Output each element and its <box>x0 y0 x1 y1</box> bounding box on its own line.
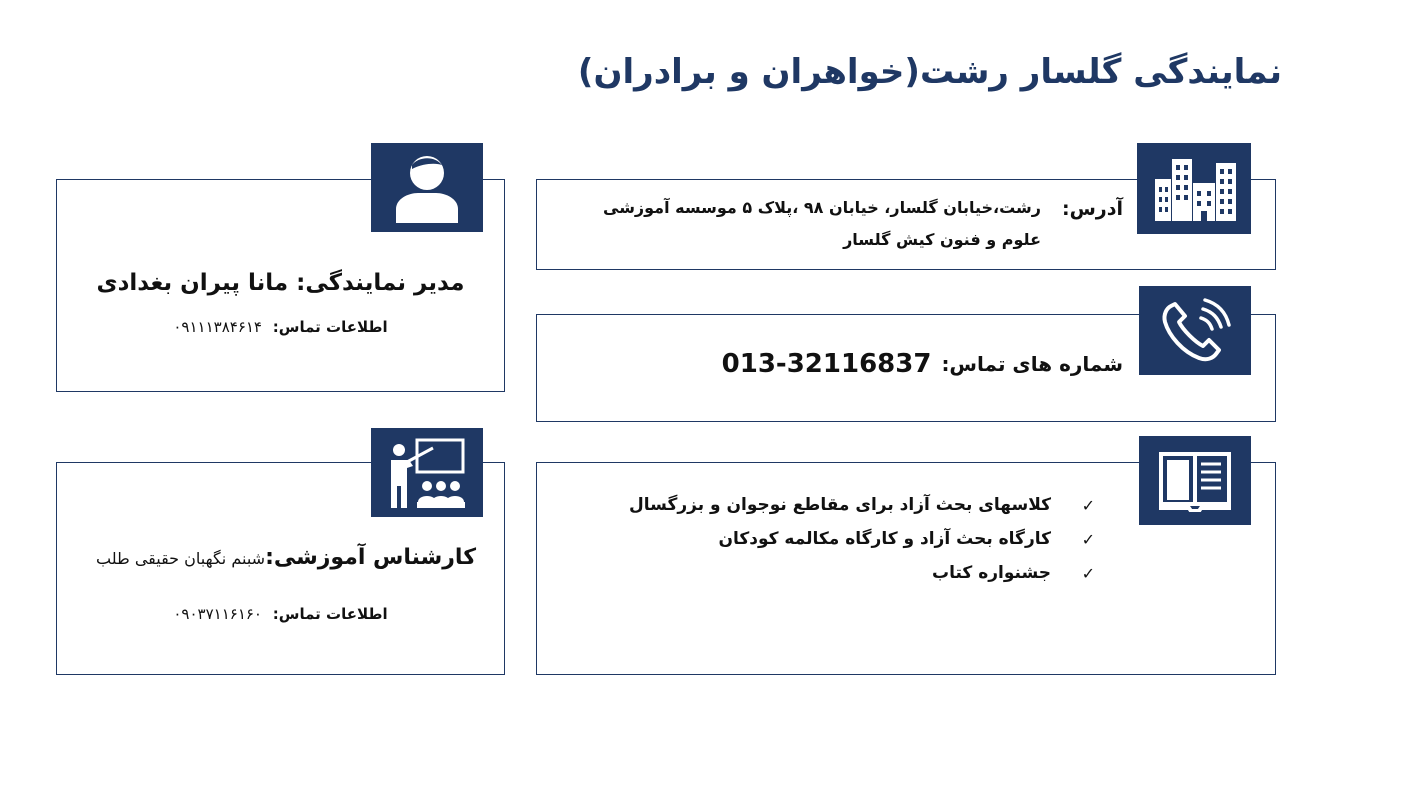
check-icon: ✓ <box>1081 529 1095 549</box>
phone-icon <box>1159 296 1231 366</box>
address-label: آدرس: <box>1061 198 1123 220</box>
expert-title-name: شبنم نگهبان حقیقی طلب <box>95 549 266 568</box>
manager-contact-value: ۰۹۱۱۱۳۸۴۶۱۴ <box>173 318 262 336</box>
check-icon: ✓ <box>1081 563 1095 583</box>
expert-title-label: کارشناس آموزشی: <box>265 545 476 570</box>
page-title: نمایندگی گلسار رشت(خواهران و برادران) <box>577 52 1282 92</box>
manager-title: مدیر نمایندگی: مانا پیران بغدادی <box>96 270 465 296</box>
phone-number: 013-32116837 <box>721 349 932 379</box>
expert-contact <box>57 605 504 623</box>
person-icon <box>394 153 460 223</box>
check-icon: ✓ <box>1081 495 1095 515</box>
phone-icon-box <box>1139 286 1251 375</box>
services-list <box>629 495 1095 597</box>
teacher-icon-box <box>371 428 483 517</box>
book-icon <box>1157 450 1233 512</box>
list-item <box>629 563 1095 583</box>
address-text <box>561 192 1041 256</box>
expert-title <box>57 545 476 570</box>
person-icon-box <box>371 143 483 232</box>
buildings-icon <box>1152 157 1236 221</box>
list-item <box>629 529 1095 549</box>
phone-label: شماره های تماس: <box>941 352 1123 376</box>
teacher-icon <box>387 436 467 510</box>
address-line-2: علوم و فنون کیش گلسار <box>843 230 1041 249</box>
phone-row <box>722 349 1123 379</box>
service-text: کارگاه بحث آزاد و کارگاه مکالمه کودکان <box>718 529 1051 549</box>
service-text: جشنواره کتاب <box>931 563 1051 583</box>
address-line-1: رشت،خیابان گلسار، خیابان ۹۸ ،پلاک ۵ موسسه آموزشی <box>603 198 1041 217</box>
manager-contact-label: اطلاعات تماس: <box>272 318 388 336</box>
book-icon-box <box>1139 436 1251 525</box>
manager-contact <box>57 318 504 336</box>
expert-contact-label: اطلاعات تماس: <box>272 605 388 623</box>
buildings-icon-box <box>1137 143 1251 234</box>
service-text: کلاسهای بحث آزاد برای مقاطع نوجوان و بزرگسال <box>629 495 1051 515</box>
expert-contact-value: ۰۹۰۳۷۱۱۶۱۶۰ <box>173 605 262 623</box>
list-item <box>629 495 1095 515</box>
